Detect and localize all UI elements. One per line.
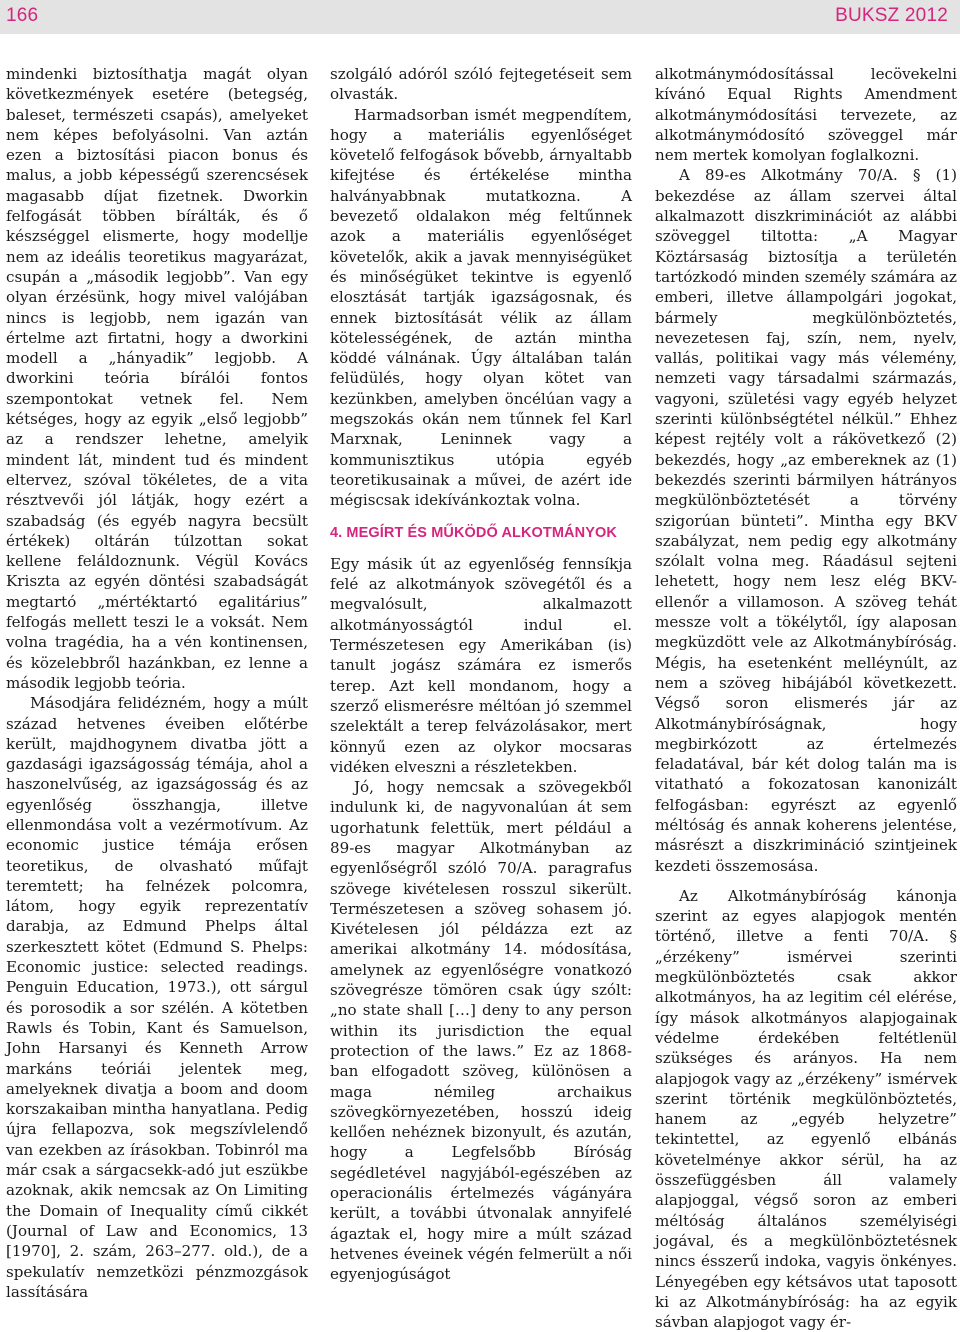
text-column-1 bbox=[6, 64, 308, 1302]
paragraph: Jó, hogy nemcsak a szövegekből indulunk ki, de nagyvonalúan át sem ugorhatunk felettük, mert például a 89-es magyar Alkotmányban az egyenlőségről szóló 70/A. paragrafus szövege kivételesen rosszul sikerült. Természetesen a szöveg sohasem jó. Kivételesen jól példázza ezt az amerikai alkotmány 14. módosítása, amelynek az egyenlőségre vonatkozó szövegrésze tömören csak úgy szólt: „no state shall […] deny to any person within its jurisdiction the equal protection of the laws.” Ez az 1868-ban elfogadott szöveg, különösen a maga némileg archaikus szövegkörnyezetében, hosszú ideig kellően nehéznek bizonyult, és azután, hogy a Legfelsőbb Bíróság segédletével nagyjából-egészében az operacionális értelmezés vágányára került, a további útvonalak annyifelé ágaztak el, hogy mire a múlt század hetvenes éveinek végén felmerült a női egyenjogúságot bbox=[330, 778, 632, 1284]
text-column-3 bbox=[655, 64, 957, 1332]
paragraph: szolgáló adóról szóló fejtegetéseit sem olvasták. bbox=[330, 65, 632, 104]
paragraph: Másodjára felidézném, hogy a múlt század hetvenes éveiben előtérbe került, majdhogynem divatba jött a gazdasági igazságosság témája, ahol a haszonelvűség, az igazságosság és az egyenlőség összhangja, illetve ellenmondása volt a vezérmotívum. Az economic justice témája erősen teoretikus, de olvasható műfajt teremtett; ha felnézek polcomra, látom, hogy egyik reprezentatív darabja, az Edmund Phelps által szerkesztett kötet (Edmund S. Phelps: Economic justice: selected readings. Penguin Education, 1973.), ott sárgul és porosodik a sor szélén. A kötetben Rawls és Tobin, Kant és Samuelson, John Harsanyi és Kenneth Arrow markáns teóriái jelentek meg, amelyeknek divatja a boom and doom korszakaiban mintha hanyatlana. Pedig újra fellapozva, sok megszívlelendő van ezekben az írásokban. Tobinról ma már csak a sárgacsekk-adó jut eszükbe azoknak, akik nemcsak az On Limiting the Domain of Inequality című cikkét (Journal of Law and Economics, 13 [1970], 2. szám, 263–277. old.), de a spekulatív nemzetközi pénzmozgások lassítására bbox=[6, 694, 308, 1301]
paragraph: Az Alkotmánybíróság kánonja szerint az egyes alapjogok mentén történő, illetve a fenti 70/A. § „érzékeny” ismérvei szerinti megkülönböztetés csak akkor alkotmányos, ha az legitim cél elérése, így mások alkotmányos alapjogainak védelme érdekében feltétlenül szükséges és arányos. Ha nem alapjogok vagy az „érzékeny” ismérvek szerint történik megkülönböztetés, hanem az „egyéb helyzetre” tekintettel, az egyenlő elbánás követelménye akkor sérül, ha az összefüggésben áll valamely alapjoggal, végső soron az emberi méltóság általános személyiségi jogával, és a megkülönböztetésnek nincs ésszerű indoka, vagyis önkényes. Lényegében egy kétsávos utat taposott ki az Alkotmánybíróság: ha az egyik sávban alapjogot vagy ér- bbox=[655, 886, 957, 1332]
paragraph: mindenki biztosíthatja magát olyan következmények esetére (betegség, baleset, természeti csapás), amelyeket nem képes befolyásolni. Van aztán ezen a biztosítási piacon bonus és malus, a jobb képességű szerencsések magasabb díjat fizetnek. Dworkin felfogását többen bírálták, és ő készséggel elismerte, hogy modellje nem az ideális teoretikus magyarázat, csupán a „második legjobb”. Van egy olyan érzésünk, hogy mivel valójában nincs is legjobb, nem igazán van értelme azt firtatni, hogy a dworkini modell a „hányadik” legjobb. A dworkini teória bírálói fontos szempontokat vetnek fel. Nem kétséges, hogy az egyik „első legjobb” az a rendszer lehetne, amelyik mindent lát, mindent tud és mindent eltervez, szóval tökéletes, de a vita résztvevői jól látják, hogy ezért a szabadság (és egyéb nagyra becsült értékek) oltárán túlzottan sokat kellene feláldoznunk. Végül Kovács Kriszta az egyén döntési szabadságát megtartó „mértéktartó egalitárius” felfogás mellett teszi le a voksát. Nem volna tragédia, ha a vén kontinensen, és közelebbről hazánkban, ez lenne a második legjobb teória. bbox=[6, 65, 308, 692]
section-heading: 4. MEGÍRT ÉS MŰKÖDŐ ALKOTMÁNYOK bbox=[330, 524, 617, 541]
paragraph: alkotmánymódosítással lecövekelni kívánó Equal Rights Amendment alkotmánymódosítási tervezete, az alkotmánymódosító szöveggel már nem mertek komolyan foglalkozni. bbox=[655, 65, 957, 165]
paragraph: A 89-es Alkotmány 70/A. § (1) bekezdése az állam szervei által alkalmazott diszkriminációt az alábbi szöveggel tiltotta: „A Magyar Köztársaság biztosítja a területén tartózkodó minden személy számára az emberi, illetve állampolgári jogokat, bármely megkülönböztetés, nevezetesen faj, szín, nem, nyelv, vallás, politikai vagy más vélemény, nemzeti vagy társadalmi származás, vagyoni, születési vagy egyéb helyzet szerinti különbségtétel nélkül.” Ehhez képest rejtély volt a rákövetkező (2) bekezdés, hogy „az embereknek az (1) bekezdés szerinti bármilyen hátrányos megkülönböztetését a törvény szigorúan bünteti”. Mintha egy BKV szabályzat, nem pedig egy alkotmány szólalt volna meg. Ráadásul sejteni lehetett, hogy nem lesz elég BKV-ellenőr a villamoson. A szöveg tehát messze volt a tökélytől, így alaposan megküzdött vele az Alkotmánybíróság. Mégis, ha esetenként melléynúlt, az nem a szöveg hibájából következett. Végső soron elismerés jár az Alkotmánybíróságnak, hogy megbirkózott az értelmezés feladatával, bár két dolog talán ma is vitatható a fokozatosan kanonizált felfogásban: egyrészt az egyenlő méltóság és annak koherens jelentése, másrészt a diszkrimináció szintjeinek kezdeti összemosása. bbox=[655, 166, 957, 875]
running-header bbox=[0, 0, 960, 34]
paragraph: Harmadsorban ismét megpendítem, hogy a materiális egyenlőséget követelő felfogások bővebb, árnyaltabb kifejtése és értékelése mintha halványabbnak mutatkozna. A bevezető oldalakon még feltűnnek azok a materiális egyenlőséget követelők, akik a javak mennyiségüket és minőségüket tekintve is egyenlő elosztását tartják igazságosnak, és ennek biztosítását vélik az állam kötelességének, de aztán mintha köddé válnának. Úgy általában talán felüdülés, hogy olyan kötet van kezünkben, amelyben öncélúan vagy a megszokás okán nem tűnnek fel Karl Marxnak, Leninnek vagy a kommunisztikus utópia egyéb teoretikusainak a művei, de azért ide mégiscsak idekívánkoztak volna. bbox=[330, 105, 632, 510]
paragraph: Egy másik út az egyenlőség fennsíkja felé az alkotmányok szövegétől és a megvalósult, alkalmazott alkotmányosságtól indul el. Természetesen egy Amerikában (is) tanult jogász számára ez ismerős terep. Azt kell mondanom, hogy a szerző elismerésre méltóan jó szemmel szelektált a terep felvázolásakor, mert könnyű ezen az olykor mocsaras vidéken elveszni a részletekben. bbox=[330, 554, 632, 776]
page-number: 166 bbox=[6, 5, 39, 26]
text-column-2 bbox=[330, 64, 632, 1285]
journal-title: BUKSZ 2012 bbox=[835, 5, 948, 26]
